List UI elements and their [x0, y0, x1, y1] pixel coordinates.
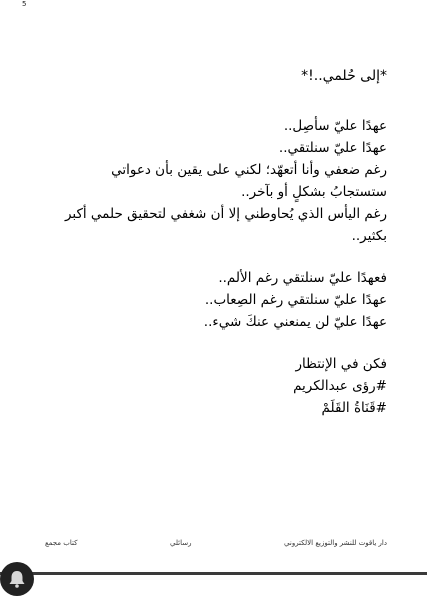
poem-line: عهدًا عليّ سنلتقي.. — [278, 140, 387, 156]
poem-line: عهدًا عليّ سنلتقي رغم الصِعاب.. — [204, 292, 387, 308]
bell-icon — [6, 568, 28, 590]
footer-publisher: دار ياقوت للنشر والتوزيع الالكتروني — [284, 539, 387, 547]
poem-line: بكثير.. — [351, 228, 387, 244]
poem-body — [37, 115, 387, 419]
poem-line: رغم اليأس الذي يُحاوطني إلا أن شغفي لتحقيق حلمي أكبر — [64, 206, 387, 222]
footer-collection-label: كتاب مجمع — [45, 539, 78, 547]
stanza-2 — [37, 267, 387, 333]
stanza-1 — [37, 115, 387, 247]
poem-title: *إلى حُلمي..!* — [301, 68, 387, 84]
poem-line: فكن في الإنتظار — [295, 356, 387, 372]
page-number: 5 — [22, 0, 27, 8]
poem-line: عهدًا عليّ سأصِل.. — [283, 118, 387, 134]
footer-divider — [0, 572, 427, 575]
poem-line: رغم ضعفي وأنا أتعهّد؛ لكني على يقين بأن دعواتي — [111, 162, 387, 178]
poem-line: ستستجابُ بشكلٍ أو بآخر.. — [241, 184, 387, 200]
page-footer — [45, 536, 387, 550]
channel-hashtag: #قَنَاةُ القَلَمْ — [321, 400, 387, 416]
stanza-3 — [37, 353, 387, 419]
footer-book-title: رسائلي — [170, 539, 192, 547]
author-hashtag: #رؤى عبدالكريم — [293, 378, 387, 394]
poem-line: عهدًا عليّ لن يمنعني عنكَ شيء.. — [203, 314, 387, 330]
publisher-logo — [0, 562, 34, 596]
poem-line: فعهدًا عليّ سنلتقي رغم الألم.. — [218, 270, 387, 286]
